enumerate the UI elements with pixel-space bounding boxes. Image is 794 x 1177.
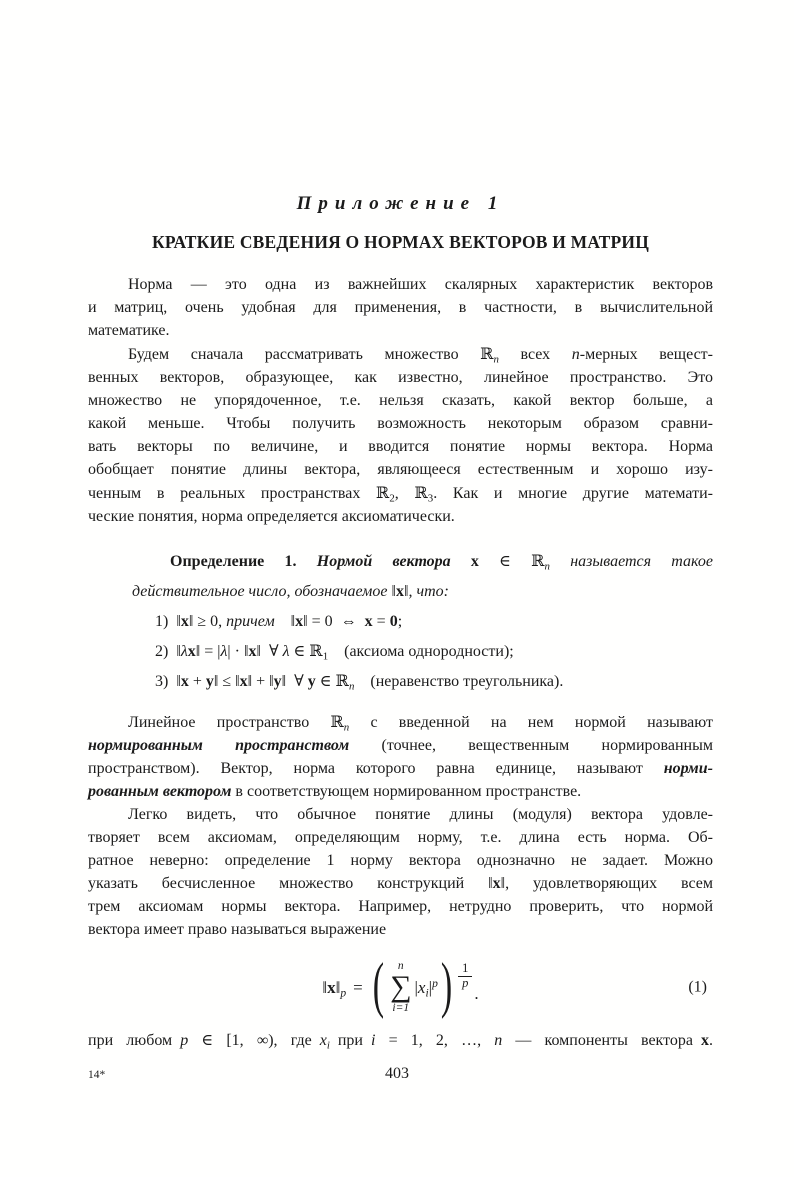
text-run: 2	[389, 492, 395, 505]
text-run: ℝ	[376, 483, 390, 502]
text-run: i	[326, 1039, 330, 1052]
text-run: ℝ	[330, 712, 344, 731]
text-run: x	[187, 643, 196, 660]
text-run: множество не упорядоченное, т.е. нельзя сказать, какой вектор больше, а	[88, 392, 713, 409]
text-run: x	[364, 613, 373, 630]
text-run: ℝ	[414, 483, 428, 502]
text-run: | · ‖	[227, 643, 249, 660]
text-line	[132, 577, 713, 607]
text-run: пространством). Вектор, норма которого равна единице, называют	[88, 760, 664, 777]
chapter-title: КРАТКИЕ СВЕДЕНИЯ О НОРМАХ ВЕКТОРОВ И МАТРИЦ	[151, 232, 650, 252]
paragraph-space-rn	[88, 342, 713, 528]
text-run: ческие понятия, норма определяется аксиоматически.	[88, 508, 455, 525]
text-run: ,	[394, 485, 415, 502]
text-run: всех	[498, 346, 572, 363]
text-run: i	[370, 1032, 376, 1049]
text-run: ‖ = 0 ⇔	[303, 613, 365, 630]
text-line	[88, 895, 713, 918]
text-run: n	[493, 353, 499, 366]
text-run: Будем сначала рассматривать множество	[128, 346, 481, 363]
text-run: ‖ + ‖	[247, 673, 274, 690]
text-run: при любом	[88, 1032, 181, 1049]
text-line	[88, 803, 713, 826]
text-run: , что:	[408, 583, 449, 600]
text-run: ‖ = |	[195, 643, 221, 660]
text-line	[88, 757, 713, 780]
text-run: Легко видеть, что обычное понятие длины (модуля) вектора удовле-	[128, 806, 713, 823]
text-run: вать векторы по величине, и вводится понятие нормы вектора. Норма	[88, 438, 713, 455]
text-run: 3	[427, 492, 434, 505]
text-run: норми-	[663, 760, 713, 777]
text-run: λ	[282, 643, 290, 660]
equation-number: (1)	[688, 978, 707, 996]
text-run: Норма — это одна из важнейших скалярных характеристик векторов	[128, 276, 713, 293]
text-run: венных векторов, образующее, как известно, линейное пространство. Это	[88, 369, 713, 386]
text-run: действительное число, обозначаемое	[132, 583, 392, 600]
text-line	[155, 636, 713, 666]
paragraph-length-norm	[88, 803, 713, 941]
text-run: какой меньше. Чтобы получить возможность некоторым образом сравни-	[88, 415, 713, 432]
text-line	[88, 366, 713, 389]
text-run: ‖	[274, 613, 296, 630]
text-line	[88, 389, 713, 412]
text-run: x	[295, 613, 304, 630]
text-run: указать бесчисленное множество конструкций ‖	[88, 875, 493, 892]
text-run: рованным вектором	[88, 783, 232, 800]
text-line	[132, 546, 713, 577]
text-run: творяет всем аксиомам, определяющим норму, т.е. длина есть норма. Об-	[88, 829, 713, 846]
text-run: (неравенство треугольника).	[354, 673, 564, 690]
text-run: называется такое	[549, 553, 714, 570]
text-run: математике.	[88, 322, 170, 339]
text-line	[88, 319, 713, 342]
text-line	[88, 780, 713, 803]
text-run: x	[470, 553, 479, 570]
text-run: (аксиома однородности);	[328, 643, 514, 660]
text-line	[88, 458, 713, 481]
text-run: 3) ‖	[155, 673, 181, 690]
text-run: и матриц, очень удобная для применения, в частности, в вычислительной	[88, 299, 713, 316]
text-run: ‖ ∀	[281, 673, 308, 690]
text-run: причем	[226, 613, 275, 630]
text-column	[88, 0, 713, 1052]
text-line	[88, 481, 713, 505]
text-run: x	[395, 583, 404, 600]
paragraph-intro	[88, 273, 713, 342]
text-run: с введенной на нем нормой называют	[349, 714, 713, 731]
text-line	[88, 826, 713, 849]
text-run: x	[319, 1032, 327, 1049]
text-run: (точнее, вещественным нормированным	[349, 737, 713, 754]
text-run: . Как и многие другие математи-	[433, 485, 713, 502]
text-run: -мерных вещест-	[579, 346, 713, 363]
axioms-list	[88, 607, 713, 696]
text-line	[88, 273, 713, 296]
text-run: Нормой вектора	[316, 553, 471, 570]
text-run: 1	[322, 650, 329, 663]
text-run: +	[188, 673, 206, 690]
text-line	[88, 505, 713, 528]
text-run: y	[307, 673, 316, 690]
text-run: n	[343, 721, 350, 734]
text-run: p	[180, 1032, 189, 1049]
paragraph-closing	[88, 1029, 713, 1052]
text-run: 0	[389, 613, 398, 630]
text-run: ‖, удовлетворяющих всем	[500, 875, 713, 892]
text-run: ‖	[391, 583, 396, 600]
text-run: = 1, 2, …,	[375, 1032, 495, 1049]
text-run: ℝ	[531, 551, 545, 570]
text-line	[88, 412, 713, 435]
text-run: =	[372, 613, 390, 630]
text-run: Определение 1.	[170, 553, 317, 570]
text-run: ‖ ≤ ‖	[213, 673, 240, 690]
text-run: .	[709, 1032, 713, 1049]
exponent-one-over-p: $\frac{1}{p}$	[458, 962, 472, 990]
text-run: x	[180, 613, 189, 630]
text-run: 2) ‖	[155, 643, 181, 660]
text-run: ‖	[403, 583, 409, 600]
text-run: ∈	[289, 643, 310, 660]
text-run: обобщает понятие длины вектора, являющееся естественным и хорошо изу-	[88, 461, 713, 478]
text-run: ;	[397, 613, 403, 630]
text-run: ‖ ≥ 0,	[188, 613, 227, 630]
equation-1-row	[88, 945, 713, 1029]
paragraph-normed-space	[88, 710, 713, 803]
text-line	[88, 342, 713, 366]
text-line	[88, 849, 713, 872]
text-run: ченным в реальных пространствах	[88, 485, 377, 502]
page-number: 403	[385, 1065, 409, 1082]
text-run: y	[205, 673, 214, 690]
text-run: — компоненты вектора	[502, 1032, 701, 1049]
text-run: 1) ‖	[155, 613, 181, 630]
printers-signature: 14*	[88, 1069, 106, 1081]
text-run: ‖ ∀	[256, 643, 283, 660]
text-run: x	[180, 673, 189, 690]
text-run: x	[239, 673, 248, 690]
text-run: вектора имеет право называться выражение	[88, 921, 387, 938]
text-run: x	[701, 1032, 709, 1049]
text-line	[155, 666, 713, 696]
text-run: ратное неверно: определение 1 норму вектора однозначно не задает. Можно	[88, 852, 713, 869]
text-run: y	[273, 673, 282, 690]
text-line	[88, 710, 713, 734]
text-run: n	[494, 1032, 503, 1049]
text-run: ℝ	[480, 344, 494, 363]
text-run: трем аксиомам нормы вектора. Например, нетрудно проверить, что нормой	[88, 898, 713, 915]
norm-lhs: $‖x‖_p$	[322, 977, 347, 1000]
text-run: ∈ [1, ∞), где	[188, 1032, 320, 1049]
text-run: λ	[220, 643, 228, 660]
text-run: n	[348, 680, 355, 693]
text-run: ∈	[315, 673, 336, 690]
text-run: Линейное пространство	[128, 714, 331, 731]
text-run: λ	[180, 643, 188, 660]
text-line	[88, 918, 713, 941]
text-run: n	[571, 346, 580, 363]
text-run: n	[544, 560, 550, 573]
text-run: ℝ	[335, 671, 349, 690]
appendix-title: Приложение 1	[296, 193, 505, 214]
text-run: ∈	[478, 553, 532, 570]
text-run: нормированным пространством	[88, 737, 350, 754]
text-line	[88, 1029, 713, 1052]
text-line	[88, 734, 713, 757]
text-line	[88, 435, 713, 458]
summation-symbol: n ∑ i=1	[390, 960, 412, 1014]
text-run: x	[248, 643, 257, 660]
abs-xi-power-term: $|x_i|^p$	[414, 976, 438, 1000]
text-run: x	[492, 875, 501, 892]
formula-period: .	[474, 984, 479, 1003]
text-line	[88, 296, 713, 319]
equals-sign: =	[353, 977, 363, 997]
text-run: ℝ	[309, 641, 323, 660]
definition-1-block	[132, 546, 713, 607]
sigma-glyph: ∑	[390, 970, 412, 1003]
equation-1-body: $‖x‖_p$ = ( n ∑ i=1 $|x_i|^p$ ) $\frac{1}{p}$ .	[322, 951, 479, 1021]
text-line	[155, 607, 713, 636]
text-line	[88, 872, 713, 895]
text-run: в соответствующем нормированном пространстве.	[231, 783, 582, 800]
text-run: при	[329, 1032, 371, 1049]
